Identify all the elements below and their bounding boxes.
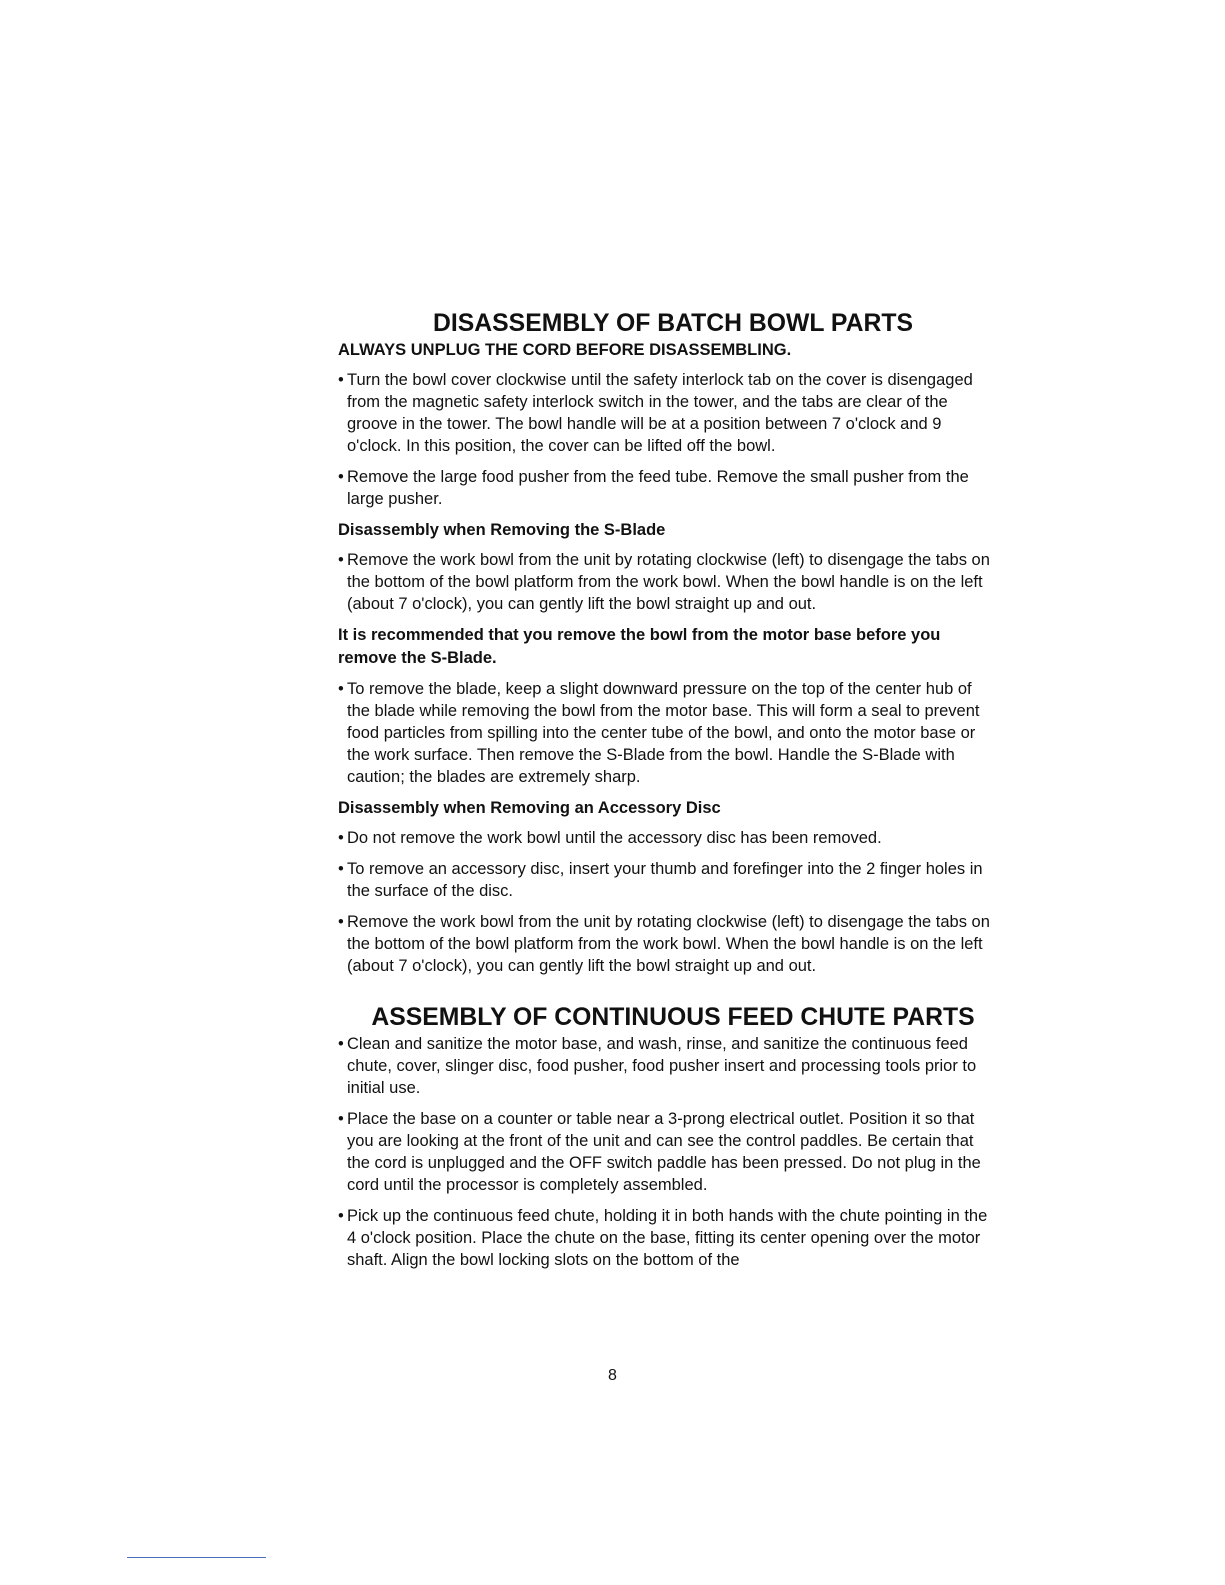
section-title-disassembly: DISASSEMBLY OF BATCH BOWL PARTS — [433, 310, 913, 337]
list-item: • Remove the large food pusher from the feed tube. Remove the small pusher from the large pusher. — [338, 466, 998, 510]
list-item: • Turn the bowl cover clockwise until the safety interlock tab on the cover is disengaged from the magnetic safety interlock switch in the tower, and the tabs are clear of the groove in the tower. The bowl handle will be at a position between 7 o'clock and 9 o'clock. In this position, the cover can be lifted off the bowl. — [338, 369, 998, 457]
list-item: • Clean and sanitize the motor base, and wash, rinse, and sanitize the continuous feed chute, cover, slinger disc, food pusher, food pusher insert and processing tools prior to initial use. — [338, 1033, 998, 1099]
list-item: • To remove the blade, keep a slight downward pressure on the top of the center hub of the blade while removing the bowl from the motor base. This will form a seal to prevent food particles from spilling into the center tube of the bowl, and onto the motor base or the work surface. Then remove the S-Blade from the bowl. Handle the S-Blade with caution; the blades are extremely sharp. — [338, 678, 998, 788]
subheading-s-blade: Disassembly when Removing the S-Blade — [338, 521, 666, 539]
list-item: • Remove the work bowl from the unit by rotating clockwise (left) to disengage the tabs on the bottom of the bowl platform from the work bowl. When the bowl handle is on the left (about 7 o'clock), you can gently lift the bowl straight up and out. — [338, 911, 998, 977]
subheading-accessory-disc: Disassembly when Removing an Accessory Disc — [338, 799, 721, 817]
list-item: • To remove an accessory disc, insert your thumb and forefinger into the 2 finger holes in the surface of the disc. — [338, 858, 998, 902]
disassembly-bullet-list — [338, 369, 998, 510]
s-blade-bullet-list-2 — [338, 678, 998, 788]
list-item: • Pick up the continuous feed chute, holding it in both hands with the chute pointing in the 4 o'clock position. Place the chute on the base, fitting its center opening over the motor shaft. Align the bowl locking slots on the bottom of the — [338, 1205, 998, 1271]
section-title-assembly: ASSEMBLY OF CONTINUOUS FEED CHUTE PARTS — [371, 1004, 975, 1031]
s-blade-recommendation-note: It is recommended that you remove the bowl from the motor base before you remove the S-Blade. — [338, 626, 941, 667]
unplug-warning: ALWAYS UNPLUG THE CORD BEFORE DISASSEMBLING. — [338, 341, 792, 359]
footnote-divider — [127, 1557, 266, 1558]
s-blade-bullet-list-1 — [338, 549, 998, 615]
list-item: • Do not remove the work bowl until the accessory disc has been removed. — [338, 827, 998, 849]
manual-page-content — [338, 310, 998, 1280]
accessory-disc-bullet-list — [338, 827, 998, 977]
list-item: • Place the base on a counter or table near a 3-prong electrical outlet. Position it so that you are looking at the front of the unit and can see the control paddles. Be certain that the cord is unplugged and the OFF switch paddle has been pressed. Do not plug in the cord until the processor is completely assembled. — [338, 1108, 998, 1196]
assembly-bullet-list — [338, 1033, 998, 1271]
list-item: • Remove the work bowl from the unit by rotating clockwise (left) to disengage the tabs on the bottom of the bowl platform from the work bowl. When the bowl handle is on the left (about 7 o'clock), you can gently lift the bowl straight up and out. — [338, 549, 998, 615]
page-number: 8 — [608, 1367, 617, 1384]
